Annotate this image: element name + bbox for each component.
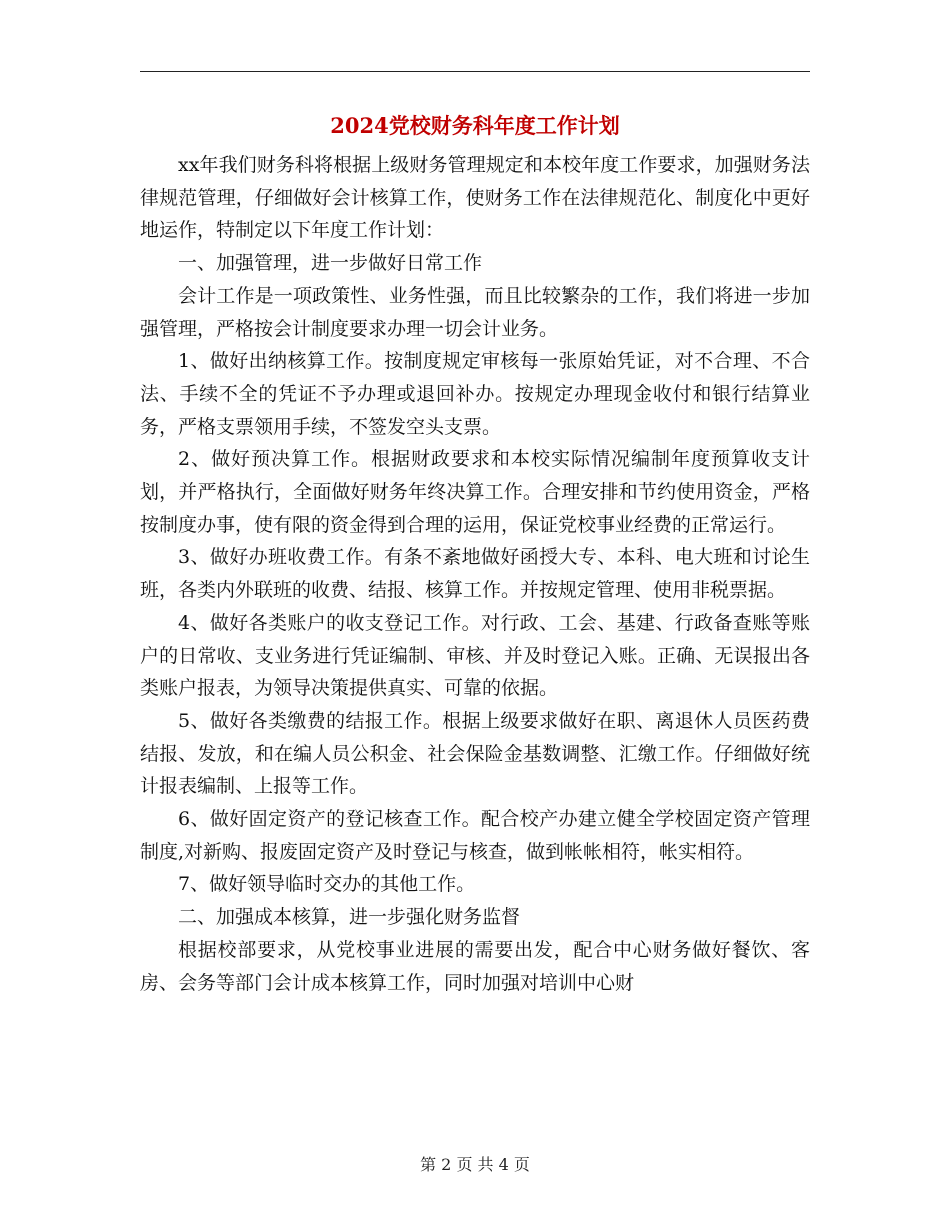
header-rule <box>140 71 810 72</box>
list-item: 3、做好办班收费工作。有条不紊地做好函授大专、本科、电大班和讨论生班，各类内外联班的收费、结报、核算工作。并按规定管理、使用非税票据。 <box>140 546 810 602</box>
list-item: 5、做好各类缴费的结报工作。根据上级要求做好在职、离退休人员医药费结报、发放，和在编人员公积金、社会保险金基数调整、汇缴工作。仔细做好统计报表编制、上报等工作。 <box>140 709 810 798</box>
page-number-footer: 第 2 页 共 4 页 <box>420 1155 530 1174</box>
document-title: 2024党校财务科年度工作计划 <box>330 113 620 138</box>
list-item: 1、做好出纳核算工作。按制度规定审核每一张原始凭证，对不合理、不合法、手续不全的凭证不予办理或退回补办。按规定办理现金收付和银行结算业务，严格支票领用手续，不签发空头支票。 <box>140 350 810 438</box>
section-heading-1: 一、加强管理，进一步做好日常工作 <box>178 252 483 275</box>
list-item: 2、做好预决算工作。根据财政要求和本校实际情况编制年度预算收支计划，并严格执行，全面做好财务年终决算工作。合理安排和节约使用资金，严格按制度办事，使有限的资金得到合理的运用，保证党校事业经费的正常运行。 <box>140 448 810 536</box>
list-item: 4、做好各类账户的收支登记工作。对行政、工会、基建、行政备查账等账户的日常收、支业务进行凭证编制、审核、并及时登记入账。正确、无误报出各类账户报表，为领导决策提供真实、可靠的依据。 <box>140 611 810 700</box>
list-item: 6、做好固定资产的登记核查工作。配合校产办建立健全学校固定资产管理制度,对新购、报废固定资产及时登记与核查，做到帐帐相符，帐实相符。 <box>140 808 810 863</box>
section-heading-2: 二、加强成本核算，进一步强化财务监督 <box>178 906 521 929</box>
paragraph: 会计工作是一项政策性、业务性强，而且比较繁杂的工作，我们将进一步加强管理，严格按会计制度要求办理一切会计业务。 <box>140 284 810 340</box>
paragraph-intro: xx年我们财务科将根据上级财务管理规定和本校年度工作要求，加强财务法律规范管理，仔细做好会计核算工作，使财务工作在法律规范化、制度化中更好地运作，特制定以下年度工作计划： <box>140 154 810 242</box>
paragraph: 根据校部要求，从党校事业进展的需要出发，配合中心财务做好餐饮、客房、会务等部门会计成本核算工作，同时加强对培训中心财 <box>140 938 810 994</box>
list-item: 7、做好领导临时交办的其他工作。 <box>178 873 476 896</box>
document-body <box>140 149 810 999</box>
